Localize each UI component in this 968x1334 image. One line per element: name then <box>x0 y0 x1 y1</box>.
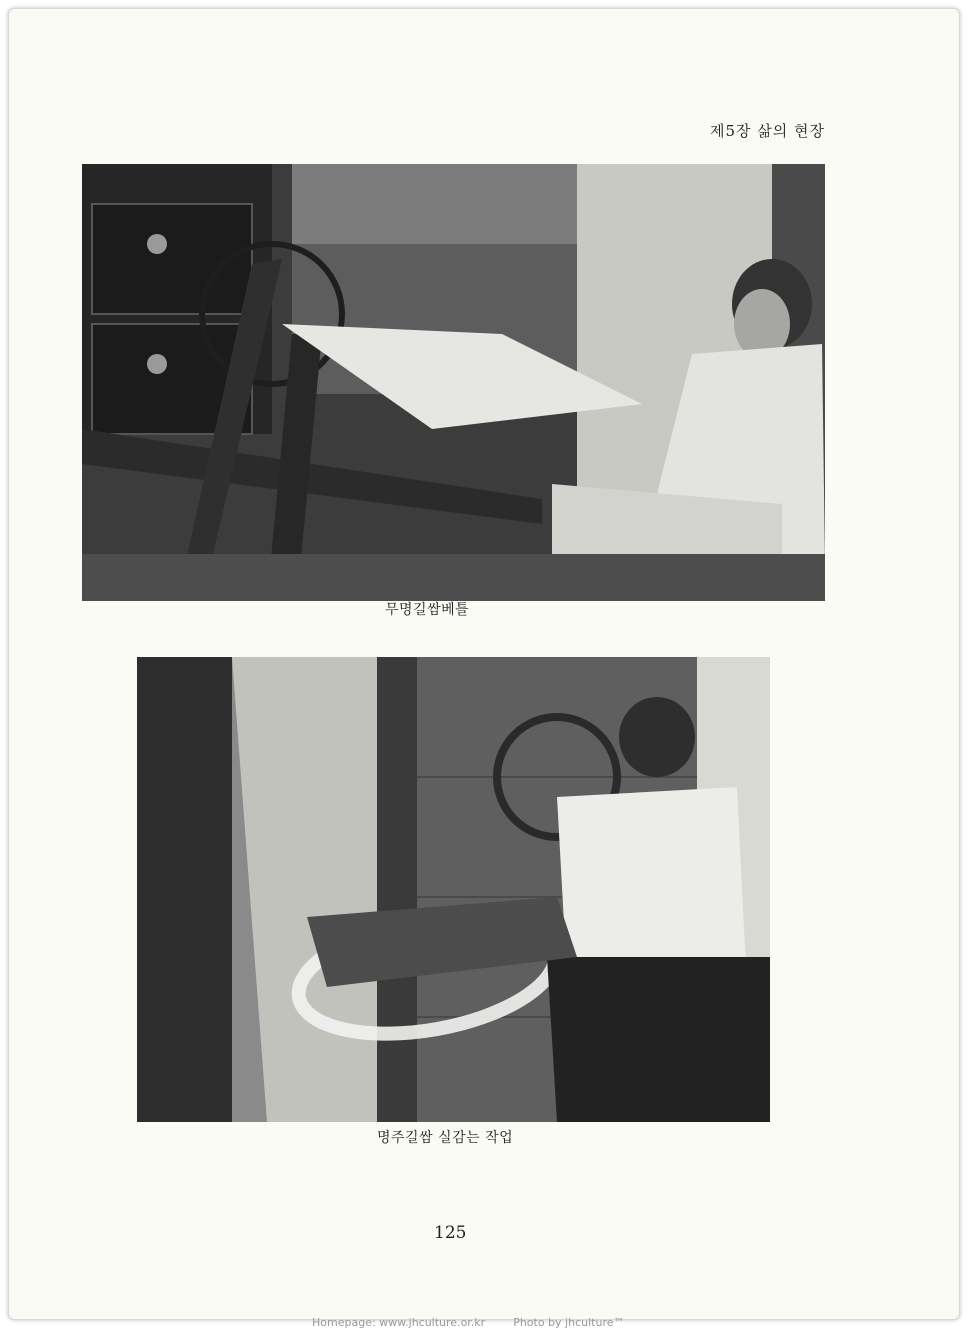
chapter-header: 제5장 삶의 현장 <box>709 122 825 140</box>
loom-photo-caption: 무명길쌈베틀 <box>385 602 470 618</box>
loom-photo <box>82 164 825 601</box>
watermark <box>312 1316 625 1329</box>
silk-winding-photo <box>137 657 770 1122</box>
silk-winding-photo-image <box>137 657 770 1122</box>
loom-photo-image <box>82 164 825 601</box>
page-frame <box>8 8 960 1320</box>
silk-winding-photo-caption: 명주길쌈 실감는 작업 <box>377 1130 514 1146</box>
page-number: 125 <box>434 1223 467 1243</box>
watermark-photo-credit: Photo by jhculture™ <box>513 1316 625 1329</box>
watermark-homepage: Homepage: www.jhculture.or.kr <box>312 1316 486 1329</box>
